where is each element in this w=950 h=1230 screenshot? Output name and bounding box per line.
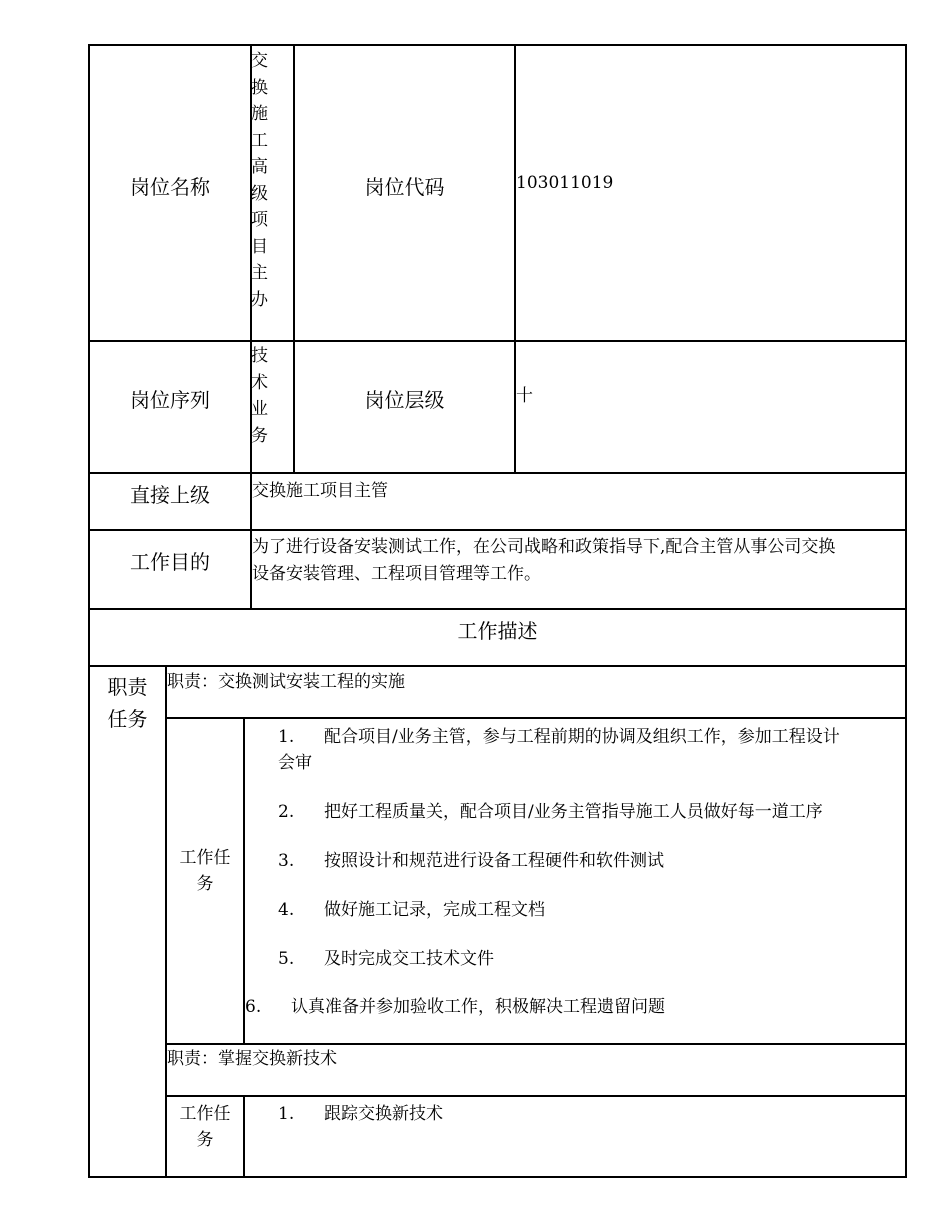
task-item bbox=[278, 946, 494, 972]
task-item bbox=[245, 994, 665, 1020]
position-sequence-label: 岗位序列 bbox=[130, 388, 210, 412]
task-item bbox=[278, 724, 840, 750]
task-number: 2. bbox=[278, 802, 295, 822]
duty-task-label-line1: 职责 bbox=[107, 675, 148, 699]
duty-task-label-line2: 任务 bbox=[107, 707, 148, 731]
task-text: 把好工程质量关，配合项目/业务主管指导施工人员做好每一道工序 bbox=[324, 802, 823, 822]
task-text: 配合项目/业务主管，参与工程前期的协调及组织工作，参加工程设计 bbox=[324, 727, 840, 747]
purpose-text-line1: 为了进行设备安装测试工作，在公司战略和政策指导下,配合主管从事公司交换 bbox=[252, 537, 836, 557]
task-number: 3. bbox=[278, 851, 295, 871]
purpose-label: 工作目的 bbox=[130, 550, 210, 574]
table-border-top bbox=[88, 44, 907, 46]
supervisor-value: 交换施工项目主管 bbox=[252, 481, 388, 501]
position-level-value: 十 bbox=[516, 386, 533, 406]
col-divider-task2 bbox=[243, 1095, 245, 1178]
position-name-value: 交换施工高级项目主办 bbox=[251, 51, 268, 310]
task-item bbox=[278, 848, 664, 874]
position-code-value: 103011019 bbox=[516, 173, 614, 193]
position-sequence-value: 技术业务 bbox=[251, 346, 268, 446]
position-code-label: 岗位代码 bbox=[364, 175, 445, 199]
duty2-top-divider bbox=[166, 1043, 907, 1045]
task-number: 4. bbox=[278, 900, 295, 920]
purpose-text-line2: 设备安装管理、工程项目管理等工作。 bbox=[252, 564, 541, 584]
col-divider-c bbox=[514, 44, 516, 474]
task-label-line2: 务 bbox=[196, 1130, 214, 1150]
duty-title: 职责：掌握交换新技术 bbox=[167, 1049, 337, 1069]
position-level-label: 岗位层级 bbox=[364, 388, 445, 412]
task-number: 1. bbox=[278, 1104, 295, 1124]
task-item bbox=[278, 799, 823, 825]
task-label-line2: 务 bbox=[196, 874, 214, 894]
duty1-divider bbox=[166, 717, 907, 719]
task-label-line1: 工作任 bbox=[179, 1104, 231, 1124]
table-border-right bbox=[905, 44, 907, 1178]
task-text: 认真准备并参加验收工作，积极解决工程遗留问题 bbox=[291, 997, 665, 1017]
task-text: 跟踪交换新技术 bbox=[324, 1104, 443, 1124]
table-border-left bbox=[88, 44, 90, 1178]
task-label-line1: 工作任 bbox=[179, 848, 231, 868]
supervisor-label: 直接上级 bbox=[130, 483, 210, 507]
duty2-divider bbox=[166, 1095, 907, 1097]
task-item bbox=[278, 1101, 443, 1127]
task-number: 5. bbox=[278, 949, 295, 969]
row-divider-3 bbox=[88, 529, 907, 531]
row-divider-5 bbox=[88, 665, 907, 667]
task-text: 及时完成交工技术文件 bbox=[324, 949, 494, 969]
row-divider-4 bbox=[88, 608, 907, 610]
row-divider-1 bbox=[88, 340, 907, 342]
position-name-label: 岗位名称 bbox=[130, 175, 210, 199]
task-item bbox=[278, 897, 545, 923]
table-border-bottom bbox=[88, 1176, 907, 1178]
duty-title: 职责：交换测试安装工程的实施 bbox=[167, 672, 405, 692]
row-divider-2 bbox=[88, 472, 907, 474]
work-description-title: 工作描述 bbox=[457, 619, 538, 643]
task-text: 做好施工记录，完成工程文档 bbox=[324, 900, 545, 920]
task-item-continuation: 会审 bbox=[278, 753, 312, 773]
task-number: 6. bbox=[245, 997, 262, 1017]
task-text: 按照设计和规范进行设备工程硬件和软件测试 bbox=[324, 851, 664, 871]
task-number: 1. bbox=[278, 727, 295, 747]
